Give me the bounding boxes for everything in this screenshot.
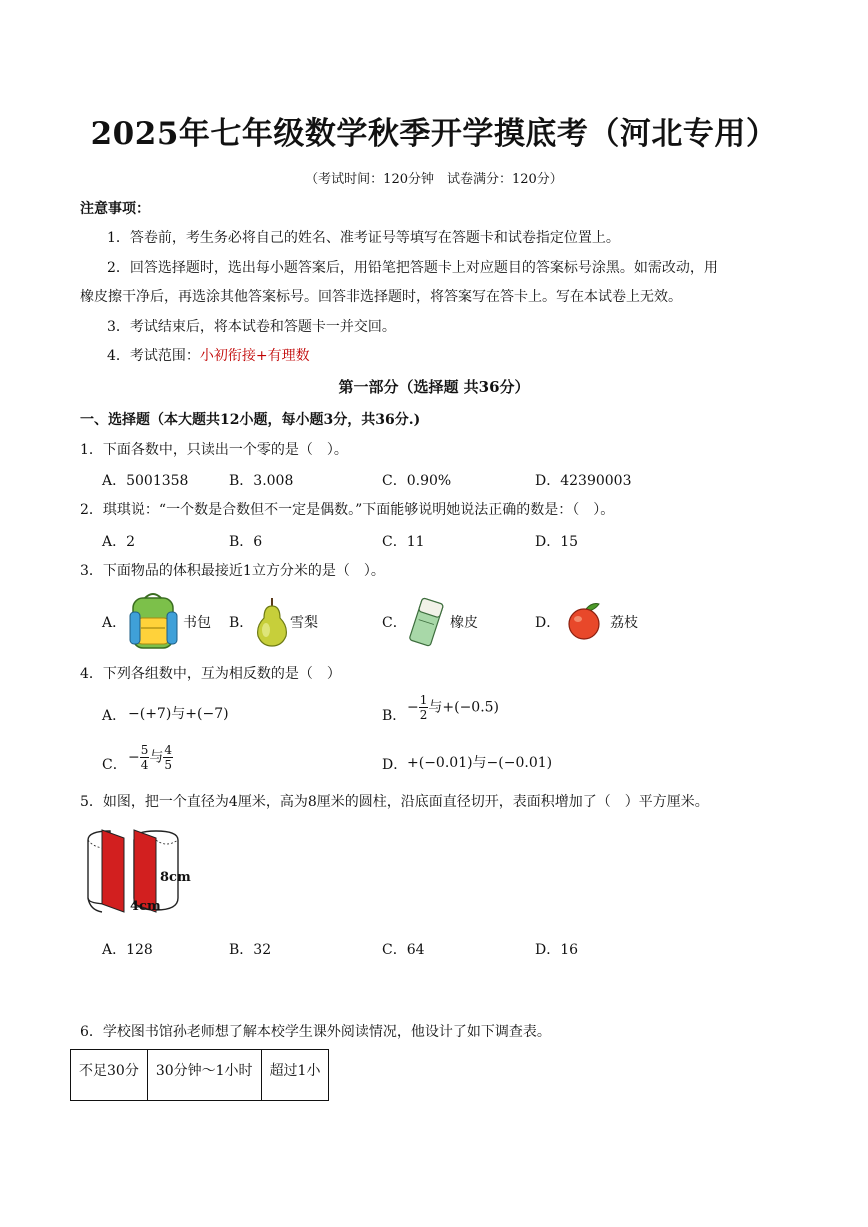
question-3-stem: 3．下面物品的体积最接近1立方分米的是（ ）。 <box>80 563 385 579</box>
lychee-icon <box>566 601 604 641</box>
notice-heading: 注意事项： <box>80 201 150 217</box>
q4-b-fraction <box>419 693 429 722</box>
q4-c-numerator-1: 5 <box>140 743 149 757</box>
table-row <box>71 1050 329 1101</box>
exam-scope: 小初衔接+有理数 <box>199 348 310 364</box>
eraser-icon <box>405 596 447 650</box>
notice-item-1: 1．答卷前，考生务必将自己的姓名、准考证号等填写在答题卡和试卷指定位置上。 <box>107 230 620 246</box>
q4-c-denominator-1: 4 <box>140 758 149 772</box>
q1-option-d: D．42390003 <box>535 473 632 489</box>
q2-option-b: B．6 <box>229 534 263 550</box>
pear-icon <box>254 596 290 648</box>
figure-height-label: 8cm <box>160 870 191 885</box>
q3-option-d-letter: D． <box>535 615 561 631</box>
q4-c-denominator-2: 5 <box>164 758 173 772</box>
notice-item-2: 2．回答选择题时，选出每小题答案后，用铅笔把答题卡上对应题目的答案标号涂黑。如需改动，用 <box>107 260 718 276</box>
q3-label-b: 雪梨 <box>290 615 318 631</box>
exam-info: （考试时间：120分钟 试卷满分：120分） <box>305 172 563 187</box>
q1-option-c: C．0.90% <box>382 473 452 489</box>
q3-label-c: 橡皮 <box>450 615 478 631</box>
question-6-stem: 6．学校图书馆孙老师想了解本校学生课外阅读情况，他设计了如下调查表。 <box>80 1024 551 1040</box>
notice-item-3: 3．考试结束后，将本试卷和答题卡一并交回。 <box>107 319 396 335</box>
q4-option-b-expr <box>407 693 499 722</box>
notice-item-4-prefix: 4．考试范围： <box>107 348 200 364</box>
q4-option-d-letter: D． <box>382 757 408 773</box>
q4-option-a-expr: −(+7)与+(−7) <box>128 706 229 722</box>
survey-table <box>70 1049 329 1101</box>
table-cell: 超过1小 <box>261 1050 329 1101</box>
section-heading: 一、选择题（本大题共12小题，每小题3分，共36分.) <box>80 412 421 428</box>
q4-option-a-letter: A． <box>102 708 127 724</box>
q3-label-a: 书包 <box>183 615 211 631</box>
q4-c-mid: 与 <box>149 749 164 766</box>
q5-option-b: B．32 <box>229 942 272 958</box>
q2-option-a: A．2 <box>102 534 136 550</box>
question-5-stem: 5．如图，把一个直径为4厘米，高为8厘米的圆柱，沿底面直径切开，表面积增加了（ ）平方厘米。 <box>80 794 709 810</box>
table-cell: 30分钟～1小时 <box>147 1050 261 1101</box>
q3-option-c-letter: C． <box>382 615 407 631</box>
notice-item-4 <box>107 346 310 366</box>
question-4-stem: 4．下列各组数中，互为相反数的是（ ） <box>80 666 341 682</box>
q3-option-a-letter: A． <box>102 615 127 631</box>
notice-item-2-cont: 橡皮擦干净后，再选涂其他答案标号。回答非选择题时，将答案写在答卡上。写在本试卷上无效。 <box>80 289 682 305</box>
figure-diameter-label: 4cm <box>130 899 161 914</box>
table-cell: 不足30分 <box>71 1050 148 1101</box>
q4-b-denominator: 2 <box>419 708 428 722</box>
q1-option-a: A．5001358 <box>102 473 189 489</box>
q3-label-d: 荔枝 <box>610 615 638 631</box>
q4-option-d-expr: +(−0.01)与−(−0.01) <box>407 755 553 771</box>
q4-c-numerator-2: 4 <box>164 743 173 757</box>
q4-b-rest: 与+(−0.5) <box>428 699 500 716</box>
q4-option-c-expr <box>128 743 173 772</box>
question-1-stem: 1．下面各数中，只读出一个零的是（ ）。 <box>80 442 348 458</box>
q2-option-d: D．15 <box>535 534 579 550</box>
q4-option-c-letter: C． <box>102 757 127 773</box>
q5-option-a: A．128 <box>102 942 153 958</box>
q5-option-c: C．64 <box>382 942 425 958</box>
q4-b-sign: − <box>407 699 419 716</box>
q2-option-c: C．11 <box>382 534 425 550</box>
q5-option-d: D．16 <box>535 942 579 958</box>
page-title: 2025年七年级数学秋季开学摸底考（河北专用） <box>90 116 778 152</box>
q4-option-b-letter: B． <box>382 708 407 724</box>
q3-option-b-letter: B． <box>229 615 254 631</box>
q4-c-fraction-1 <box>140 743 150 772</box>
question-2-stem: 2．琪琪说：“一个数是合数但不一定是偶数。”下面能够说明她说法正确的数是：（ ）。 <box>80 502 615 518</box>
part1-heading: 第一部分（选择题 共36分） <box>338 378 530 396</box>
backpack-icon <box>127 592 181 652</box>
q4-b-numerator: 1 <box>419 693 428 707</box>
q1-option-b: B．3.008 <box>229 473 294 489</box>
q4-c-fraction-2 <box>163 743 173 772</box>
q4-c-sign: − <box>128 749 140 766</box>
